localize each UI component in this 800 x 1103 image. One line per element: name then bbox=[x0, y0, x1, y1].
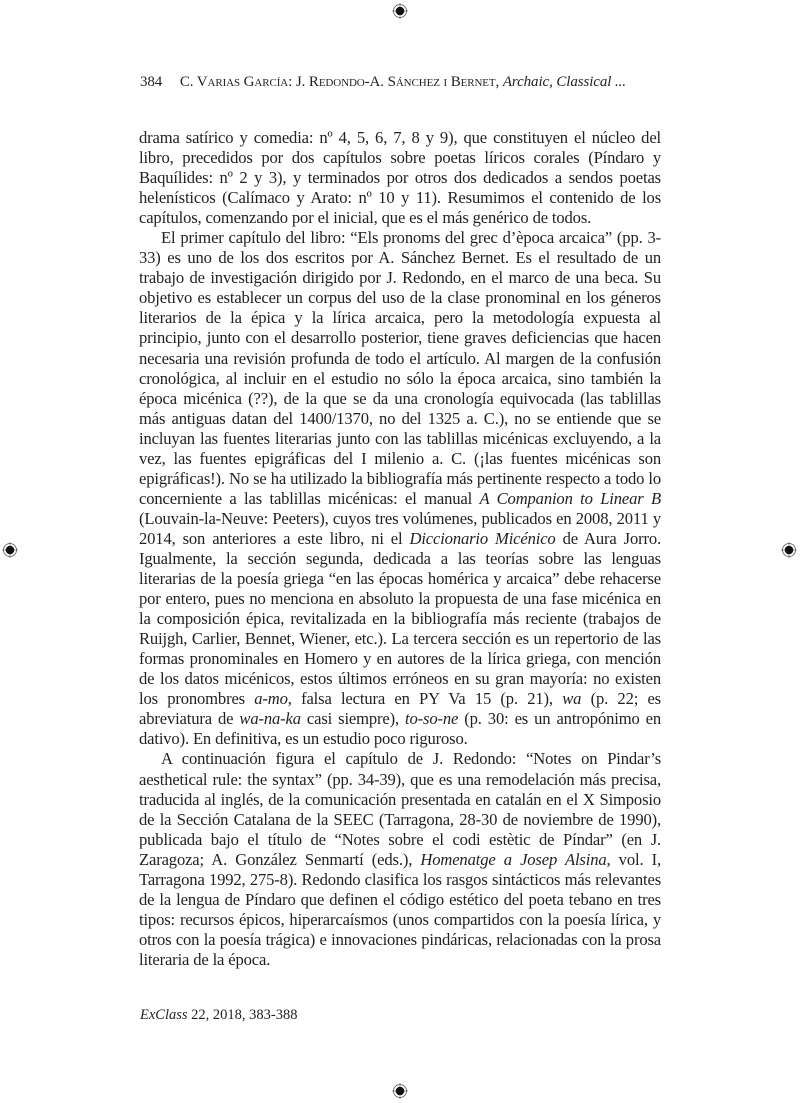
text-run: , falsa lectura en PY Va 15 (p. 21), bbox=[287, 689, 563, 709]
text-run: (p. 30: es un antropónimo en dativo). En definitiva, es un estudio poco riguroso. bbox=[139, 709, 661, 749]
text-run: , vol. I, Tarragona 1992, 275-8). Redondo clasifica los rasgos sintácticos más relevantes de la lengua de Píndaro que definen el código estético del poeta tebano en tres tipos: recursos épicos, hiperarcaísmos (unos compartidos con la poesía lírica, y otros con la poesía trágica) e innovaciones pindáricas, relacionadas con la prosa literaria de la época. bbox=[139, 849, 661, 969]
page-number: 384 bbox=[140, 74, 163, 90]
italic-text: Homenatge a Josep Alsina bbox=[420, 849, 607, 869]
italic-text: wa bbox=[562, 689, 582, 709]
registration-mark-left-icon bbox=[2, 542, 18, 558]
text-run: A continuación figura el capítulo de J. Redondo: “Notes on Pindar’s aesthetical rule: the syntax” (pp. 34-39), que es una remodelación más precisa, traducida al inglés, de la comunicación presentada en catalán en el X Simposio de la Sección Catalana de la SEEC (Tarragona, 28-30 de noviembre de 1990), publicada bajo el título de “Notes sobre el codi estètic de Píndar” (en J. Zaragoza; A. González Senmartí (eds.), bbox=[139, 749, 661, 869]
paragraph bbox=[139, 749, 661, 970]
registration-mark-bottom-icon bbox=[392, 1083, 408, 1099]
review-author: C. Varias García: bbox=[179, 74, 293, 90]
italic-text: wa-na-ka bbox=[239, 709, 301, 729]
journal-citation: 22, 2018, 383-388 bbox=[187, 1007, 298, 1023]
italic-text: a-mo bbox=[254, 689, 288, 709]
text-run: (p. 22; es abreviatura de bbox=[139, 689, 661, 729]
reviewed-authors: J. Redondo-A. Sánchez i Bernet, bbox=[295, 74, 500, 90]
running-head bbox=[140, 74, 680, 91]
registration-mark-right-icon bbox=[781, 542, 797, 558]
italic-text: Diccionario Micénico bbox=[409, 528, 556, 548]
book-title-short: Archaic, Classical ... bbox=[502, 74, 626, 90]
italic-text: to-so-ne bbox=[405, 709, 459, 729]
registration-mark-top-icon bbox=[392, 3, 408, 19]
text-run: (Louvain-la-Neuve: Peeters), cuyos tres volúmenes, publicados en 2008, 2011 y 2014, son anteriores a este libro, ni el bbox=[139, 508, 661, 548]
body-text bbox=[139, 128, 661, 970]
text-run: de Aura Jorro. Igualmente, la sección segunda, dedicada a las teorías sobre las lenguas literarias de la poesía griega “en las épocas homérica y arcaica” debe rehacerse por entero, pues no menciona en absoluto la propuesta de una fase micénica en la composición épica, revitalizada en la bibliografía más reciente (trabajos de Ruijgh, Carlier, Bennet, Wiener, etc.). La tercera sección es un repertorio de las formas pronominales en Homero y en autores de la lírica griega, con mención de los datos micénicos, estos últimos erróneos en su gran mayoría: no existen los pronombres bbox=[139, 528, 661, 709]
journal-footer bbox=[140, 1007, 298, 1024]
paragraph bbox=[139, 128, 661, 228]
text-run: El primer capítulo del libro: “Els pronoms del grec d’època arcaica” (pp. 3-33) es uno de los dos escritos por A. Sánchez Bernet. Es el resultado de un trabajo de investigación dirigido por J. Redondo, en el marco de una beca. Su objetivo es establecer un corpus del uso de la clase pronominal en los géneros literarios de la épica y la lírica arcaica, pero la metodología expuesta al principio, junto con el desarrollo posterior, tiene graves deficiencias que hacen necesaria una revisión profunda de todo el artículo. Al margen de la confusión cronológica, al incluir en el estudio no sólo la época arcaica, sino también la época micénica (??), de la que se da una cronología equivocada (las tablillas más antiguas datan del 1400/1370, no del 1325 a. C.), no se entiende que se incluyan las fuentes literarias junto con las tablillas micénicas excluyendo, a la vez, las fuentes epigráficas del I milenio a. C. (¡las fuentes micénicas son epigráficas!). No se ha utilizado la bibliografía más pertinente respecto a todo lo concerniente a las tablillas micénicas: el manual bbox=[139, 228, 661, 508]
paragraph bbox=[139, 228, 661, 749]
text-run: casi siempre), bbox=[300, 709, 406, 729]
journal-name: ExClass bbox=[140, 1007, 188, 1023]
italic-text: A Companion to Linear B bbox=[479, 488, 661, 508]
text-run: drama satírico y comedia: nº 4, 5, 6, 7, 8 y 9), que constituyen el núcleo del libro, precedidos por dos capítulos sobre poetas líricos corales (Píndaro y Baquílides: nº 2 y 3), y terminados por otros dos dedicados a sendos poetas helenísticos (Calímaco y Arato: nº 10 y 11). Resumimos el contenido de los capítulos, comenzando por el inicial, que es el más genérico de todos. bbox=[139, 128, 661, 228]
